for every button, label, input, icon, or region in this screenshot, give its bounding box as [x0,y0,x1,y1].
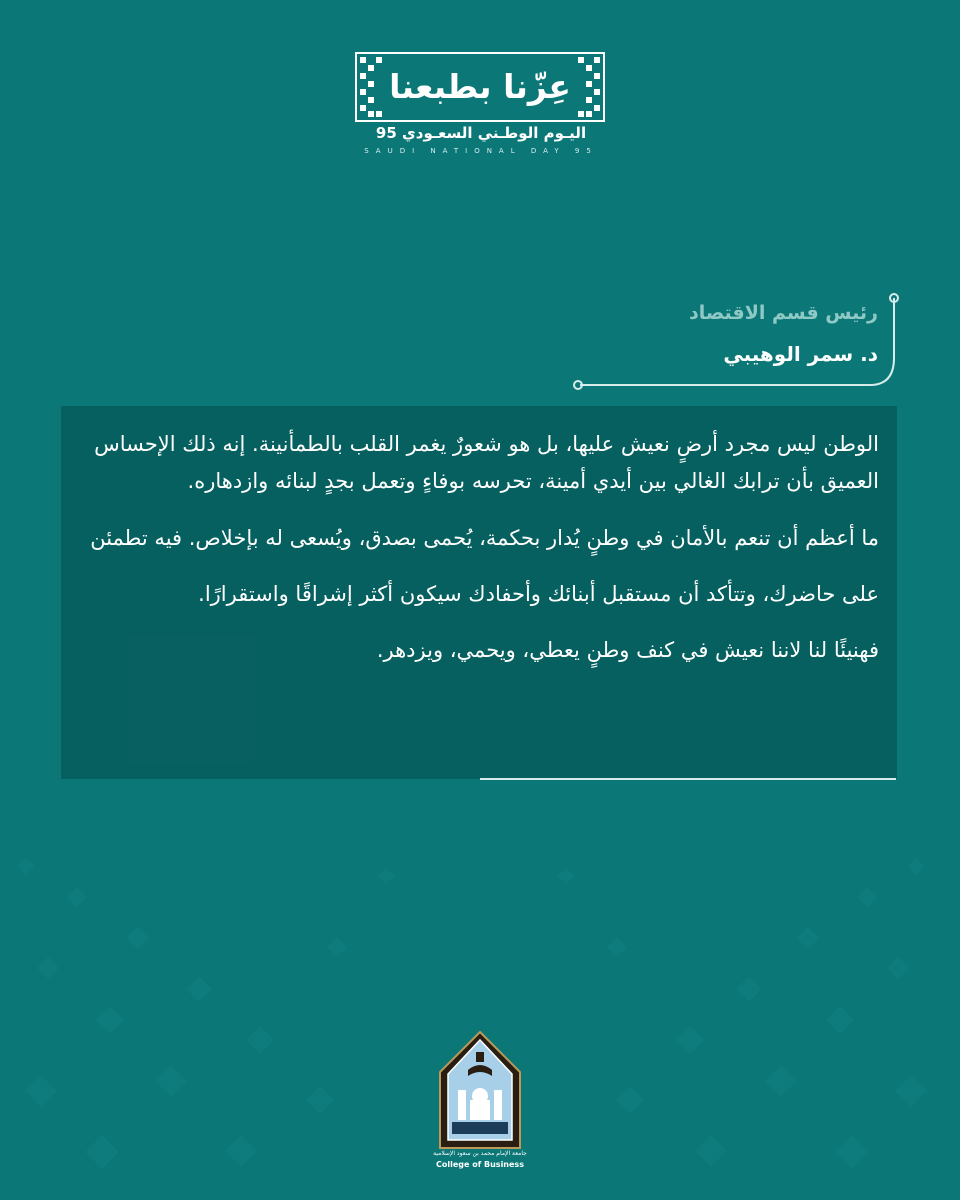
message-body [75,426,879,678]
logo-title: عِزّنا بطبعنا [389,66,571,106]
national-day-logo [355,52,607,162]
paragraph-2: ما أعظم أن تنعم بالأمان في وطنٍ يُدار بحكمة، يُحمى بصدق، ويُسعى له بإخلاص. فيه تطمئن على حاضرك، وتتأكد أن مستقبل أبنائك وأحفادك سيكون أكثر إشراقًا واستقرارًا. [90,526,879,606]
logo-subtitle: اليـوم الوطـني السعـودي 95 [375,124,587,142]
message-card [61,406,897,779]
author-name: د. سمر الوهيبي [723,342,878,366]
paragraph-1: الوطن ليس مجرد أرضٍ نعيش عليها، بل هو شعورٌ يغمر القلب بالطمأنينة. إنه ذلك الإحساس العميق بأن ترابك الغالي بين أيدي أمينة، تحرسه بوفاءٍ وتعمل بجدٍ لبنائه وازدهاره. [94,432,879,493]
logo-english-caption: SAUDI NATIONAL DAY 95 [364,147,598,155]
college-name: College of Business [436,1160,524,1169]
paragraph-3: فهنيئًا لنا لاننا نعيش في كنف وطنٍ يعطي، ويحمي، ويزدهر. [376,638,879,662]
author-position: رئيس قسم الاقتصاد [688,302,878,324]
card-underline [480,778,896,780]
emblem-arabic-caption: جامعة الإمام محمد بن سعود الإسلامية [433,1150,527,1157]
university-emblem [438,1030,522,1170]
